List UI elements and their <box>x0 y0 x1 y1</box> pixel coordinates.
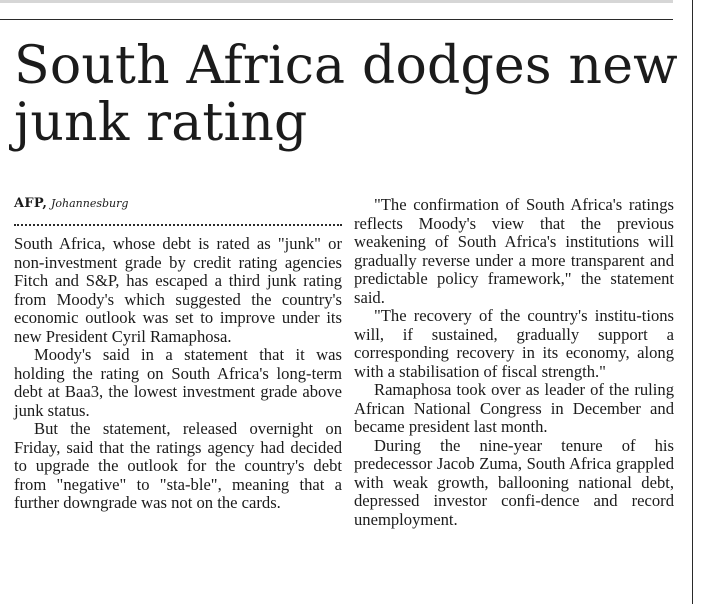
paragraph: But the statement, released overnight on Friday, said that the ratings agency had decided to upgrade the outlook for the country's debt from "negative" to "sta-ble", meaning that a further downgrade was not on the cards. <box>14 419 342 512</box>
paragraph: During the nine-year tenure of his predecessor Jacob Zuma, South Africa grappled with weak growth, ballooning national debt, depressed investor confi-dence and record unemployment. <box>354 435 674 529</box>
column-divider-rule <box>692 0 693 604</box>
headline: South Africa dodges new junk rating <box>14 36 678 153</box>
left-column <box>14 235 342 513</box>
paragraph: Moody's said in a statement that it was holding the rating on South Africa's long-term debt at Baa3, the lowest investment grade above junk status. <box>14 345 342 420</box>
paragraph: South Africa, whose debt is rated as "junk" or non-investment grade by credit rating agencies Fitch and S&P, has escaped a third junk rating from Moody's which suggested the country's economic outlook was set to improve under its new President Cyril Ramaphosa. <box>14 234 342 346</box>
paragraph: "The confirmation of South Africa's ratings reflects Moody's view that the previous weakening of South Africa's institutions will gradually reverse under a more transparent and predictable policy framework," the statement said. <box>354 195 674 307</box>
paragraph: Ramaphosa took over as leader of the ruling African National Congress in December and became president last month. <box>354 380 674 436</box>
paragraph: "The recovery of the country's institu-tions will, if sustained, gradually support a corresponding recovery in its economy, along with a stabilisation of fiscal strength." <box>354 306 674 381</box>
byline-city: Johannesburg <box>50 197 129 210</box>
top-strip <box>0 0 673 3</box>
byline-agency: AFP, <box>14 196 48 211</box>
top-rule <box>0 19 673 20</box>
right-column <box>354 196 674 529</box>
byline <box>14 195 344 212</box>
dotted-separator <box>14 224 342 226</box>
